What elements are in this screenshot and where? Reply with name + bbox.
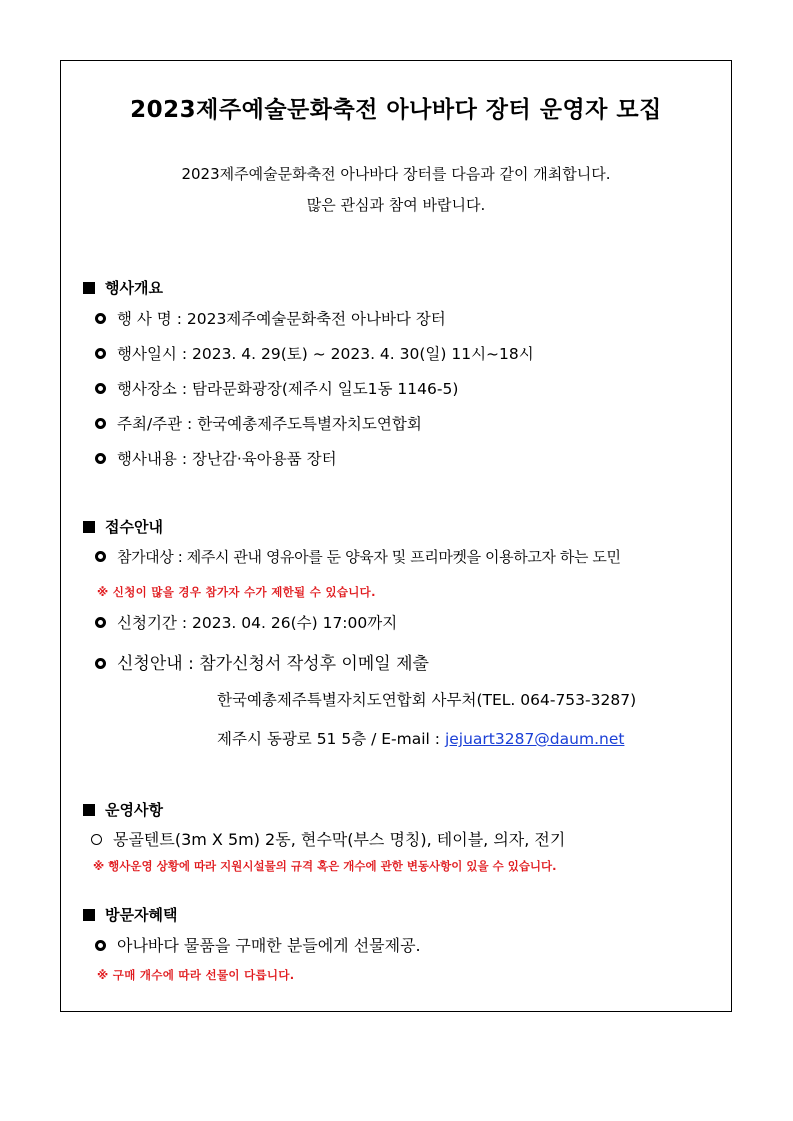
- circle-bullet-icon: [95, 383, 106, 394]
- overview-item-name: 행 사 명 : 2023제주예술문화축전 아나바다 장터: [95, 307, 446, 329]
- page-title: 2023제주예술문화축전 아나바다 장터 운영자 모집: [130, 97, 662, 123]
- item-value: 2023제주예술문화축전 아나바다 장터: [186, 310, 446, 328]
- section-heading-label: 접수안내: [105, 518, 163, 536]
- operation-note: ※ 행사운영 상황에 따라 지원시설물의 규격 혹은 개수에 관한 변동사항이 있을 수 있습니다.: [93, 859, 557, 873]
- item-label: 신청안내: [117, 654, 183, 674]
- operation-item: [91, 827, 565, 850]
- contact-line-1: 한국예총제주특별자치도연합회 사무처(TEL. 064-753-3287): [217, 691, 637, 709]
- circle-bullet-icon: [95, 313, 106, 324]
- contact-address: 제주시 동광로 51 5층 / E-mail :: [217, 730, 440, 748]
- item-value: 제주시 관내 영유아를 둔 양육자 및 프리마켓을 이용하고자 하는 도민: [186, 548, 621, 566]
- overview-item-host: 주최/주관 : 한국예총제주도특별자치도연합회: [95, 412, 422, 434]
- section-heading-application: [83, 516, 163, 537]
- square-bullet-icon: [83, 521, 95, 533]
- item-label: 행사장소: [117, 380, 177, 398]
- item-value: 2023. 4. 29(토) ~ 2023. 4. 30(일) 11시~18시: [191, 345, 534, 363]
- application-item-guide: 신청안내 : 참가신청서 작성후 이메일 제출: [95, 649, 429, 674]
- circle-bullet-icon: [95, 453, 106, 464]
- item-label: 신청기간: [117, 614, 177, 632]
- application-item-period: 신청기간 : 2023. 04. 26(수) 17:00까지: [95, 611, 397, 633]
- visitor-benefit-item: [95, 933, 421, 956]
- circle-bullet-icon: [95, 617, 106, 628]
- square-bullet-icon: [83, 909, 95, 921]
- section-heading-visitor-benefit: [83, 904, 177, 925]
- intro-line-2: 많은 관심과 참여 바랍니다.: [306, 196, 486, 214]
- item-value: 참가신청서 작성후 이메일 제출: [199, 654, 429, 674]
- section-heading-label: 행사개요: [105, 279, 163, 297]
- email-link[interactable]: jejuart3287@daum.net: [444, 730, 625, 748]
- application-item-target: 참가대상 : 제주시 관내 영유아를 둔 양육자 및 프리마켓을 이용하고자 하는 도민: [95, 546, 621, 567]
- application-note: ※ 신청이 많을 경우 참가자 수가 제한될 수 있습니다.: [97, 585, 376, 599]
- section-heading-label: 운영사항: [105, 801, 163, 819]
- item-value: 한국예총제주도특별자치도연합회: [197, 415, 422, 433]
- section-heading-label: 방문자혜택: [105, 906, 178, 924]
- item-label: 참가대상: [117, 548, 174, 566]
- circle-bullet-icon: [95, 348, 106, 359]
- overview-item-place: 행사장소 : 탐라문화광장(제주시 일도1동 1146-5): [95, 377, 458, 399]
- square-bullet-icon: [83, 282, 95, 294]
- section-heading-overview: [83, 277, 163, 298]
- item-label: 행사일시: [117, 345, 177, 363]
- circle-bullet-icon: [95, 940, 106, 951]
- section-heading-operation: [83, 799, 163, 820]
- item-value: 2023. 04. 26(수) 17:00까지: [191, 614, 398, 632]
- intro-line-1: 2023제주예술문화축전 아나바다 장터를 다음과 같이 개최합니다.: [181, 165, 611, 183]
- item-label: 주최/주관: [117, 415, 183, 433]
- item-value: 아나바다 물품을 구매한 분들에게 선물제공.: [117, 936, 421, 955]
- item-value: 장난감·육아용품 장터: [191, 450, 337, 468]
- circle-bullet-icon: [91, 834, 102, 845]
- item-value: 탐라문화광장(제주시 일도1동 1146-5): [191, 380, 459, 398]
- visitor-benefit-note: ※ 구매 개수에 따라 선물이 다릅니다.: [97, 968, 295, 982]
- square-bullet-icon: [83, 804, 95, 816]
- overview-item-date: 행사일시 : 2023. 4. 29(토) ~ 2023. 4. 30(일) 11시~18시: [95, 342, 534, 364]
- item-label: 행사내용: [117, 450, 177, 468]
- contact-line-2: [217, 727, 624, 749]
- overview-item-content: 행사내용 : 장난감·육아용품 장터: [95, 447, 337, 469]
- document-frame: [60, 60, 732, 1012]
- circle-bullet-icon: [95, 551, 106, 562]
- item-value: 몽골텐트(3m X 5m) 2동, 현수막(부스 명칭), 테이블, 의자, 전기: [113, 830, 566, 849]
- circle-bullet-icon: [95, 658, 106, 669]
- item-label: 행 사 명: [117, 310, 172, 328]
- circle-bullet-icon: [95, 418, 106, 429]
